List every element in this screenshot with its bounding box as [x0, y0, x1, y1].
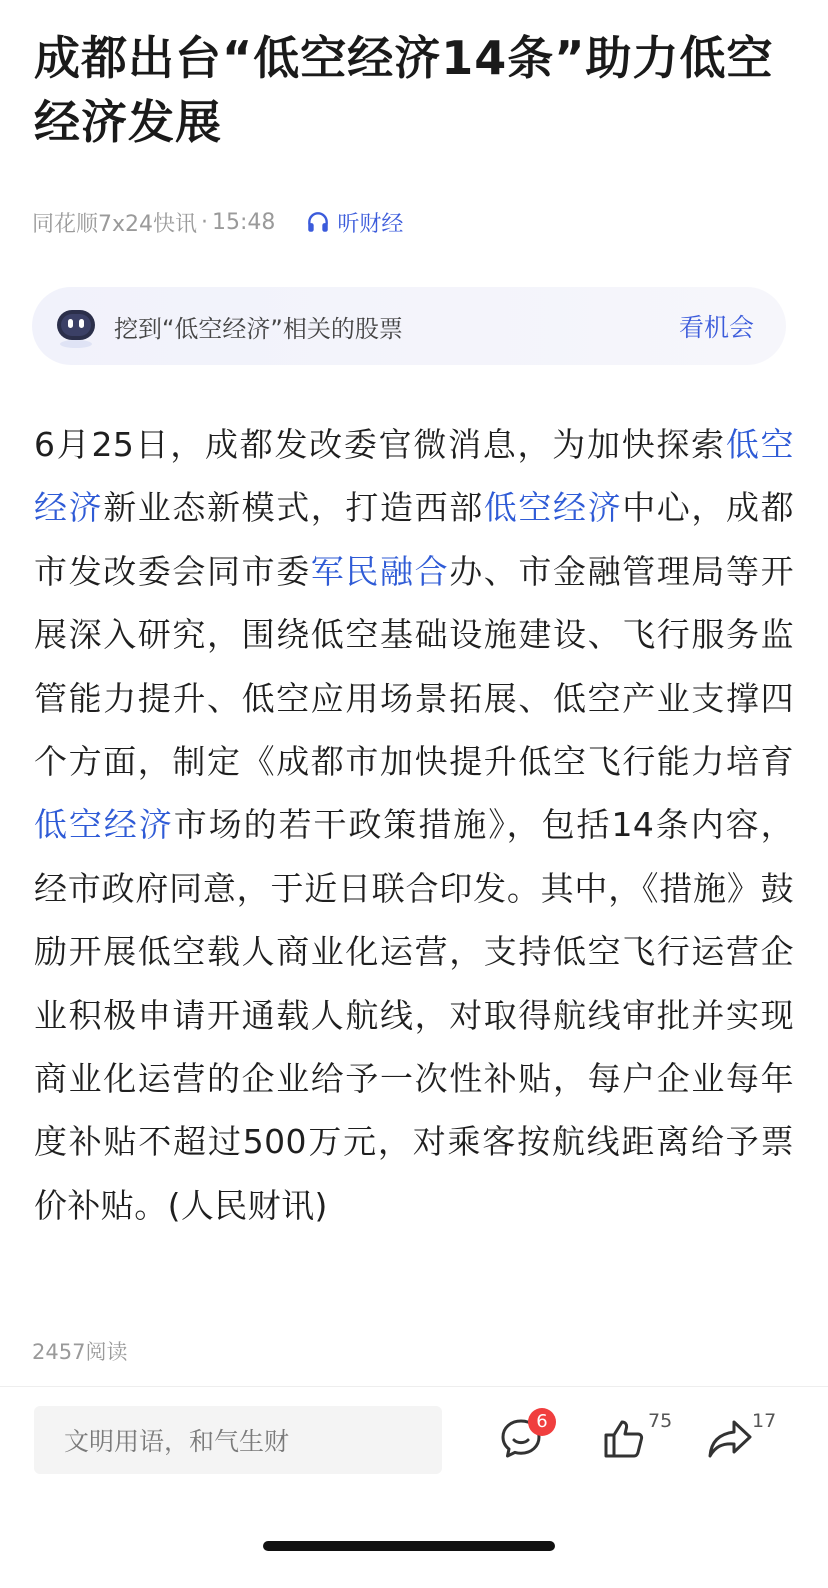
read-count: 2457阅读 [32, 1340, 128, 1364]
keyword-link[interactable]: 低空经济 [34, 805, 174, 845]
comment-count-badge: 6 [528, 1408, 556, 1436]
robot-icon [50, 300, 102, 352]
headphones-icon [305, 209, 331, 235]
listen-button[interactable] [305, 207, 403, 238]
share-button[interactable] [706, 1410, 786, 1474]
article-meta [32, 204, 403, 240]
comment-input[interactable]: 文明用语，和气生财 [34, 1406, 442, 1474]
see-opportunity-link[interactable]: 看机会 [678, 313, 754, 342]
keyword-link[interactable]: 低空经济 [483, 488, 623, 528]
like-button[interactable] [602, 1410, 682, 1474]
stock-opportunity-banner[interactable] [32, 287, 786, 365]
like-count: 75 [648, 1410, 673, 1432]
home-indicator[interactable] [263, 1541, 555, 1551]
body-text-segment: 市场的若干政策措施》，包括14条内容，经市政府同意，于近日联合印发。其中，《措施》鼓励开展低空载人商业化运营，支持低空飞行运营企业积极申请开通载人航线，对取得航线审批并实现商业化运营的企业给予一次性补贴，每户企业每年度补贴不超过500万元，对乘客按航线距离给予票价补贴。(人民财讯) [34, 805, 795, 1225]
article-source: 同花顺7x24快讯 [32, 211, 198, 237]
listen-label: 听财经 [337, 211, 404, 237]
meta-separator: · [201, 209, 209, 235]
footer-divider [0, 1386, 828, 1387]
article-title: 成都出台“低空经济14条”助力低空经济发展 [34, 31, 774, 149]
comment-button[interactable] [498, 1410, 578, 1474]
thumbs-up-icon [602, 1416, 648, 1462]
body-text-segment: 新业态新模式，打造西部 [103, 488, 484, 528]
body-text-segment: 6月25日，成都发改委官微消息，为加快探索 [34, 425, 726, 464]
share-icon [706, 1416, 754, 1462]
article-time: 15:48 [212, 209, 276, 235]
keyword-link[interactable]: 低空经济 [34, 425, 794, 528]
keyword-link[interactable]: 军民融合 [310, 551, 450, 591]
body-text-segment: 中心，成都市发改委会同市委 [34, 488, 794, 591]
body-text-segment: 办、市金融管理局等开展深入研究，围绕低空基础设施建设、飞行服务监管能力提升、低空应用场景拓展、低空产业支撑四个方面，制定《成都市加快提升低空飞行能力培育 [34, 551, 794, 782]
article-body [34, 413, 794, 1237]
banner-text: 挖到“低空经济”相关的股票 [114, 314, 403, 343]
share-count: 17 [752, 1410, 777, 1432]
